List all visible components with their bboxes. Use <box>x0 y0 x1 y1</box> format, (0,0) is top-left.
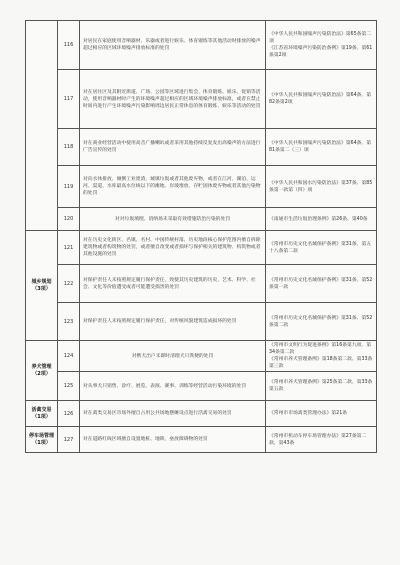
category-name: 停车场管理 <box>29 432 55 439</box>
table-row <box>26 401 377 427</box>
row-number: 118 <box>58 129 80 166</box>
row-number: 123 <box>58 303 80 341</box>
legal-basis: 《常州市市场禽类管理办法》第21条 <box>266 401 377 427</box>
legal-basis: 《常州市文明行为促进条例》第16条第九项、第34条第二款 《常州市养犬管理条例》第18条第二款、第33条第三款 <box>266 341 377 372</box>
table-row <box>26 372 377 401</box>
table-row <box>26 303 377 341</box>
category-name: 活禽交易 <box>31 406 52 413</box>
item-description: 对在居住区及其附近街道、广场、公园等区域进行集会、体育锻炼、娱乐、促销等活动，使用音响器材时产生的环境噪声超过相应的区域环境噪声排放标准，或者在禁止时间内进行产生环境噪声污染影响周边居民正常休息的体育锻炼、娱乐等活动的处罚 <box>80 70 266 129</box>
category-name: 养犬管理 <box>31 363 52 370</box>
table-row <box>26 129 377 166</box>
legal-basis: 《常州市养犬管理条例》第25条第二款、第33条第五款 <box>266 372 377 401</box>
item-description: 对在禽类交易区市场外擅自占用公共场地摆摊设点进行活禽交易的处罚 <box>80 401 266 427</box>
legal-basis: 《中华人民共和国噪声污染防治法》第64条、第82条第2项 <box>266 70 377 129</box>
row-number: 119 <box>58 166 80 208</box>
item-description: 对从事犬只销售、诊疗、展览、表演、赛事、训练等经营活动污染环境的处罚 <box>80 372 266 401</box>
category-count: （3项） <box>32 285 51 292</box>
row-number: 120 <box>58 208 80 231</box>
category-count: （1项） <box>32 439 51 446</box>
table-row <box>26 70 377 129</box>
legal-basis: 《中华人民共和国水污染防治法》第37条、第85条第一款第（四）项 <box>266 166 377 208</box>
row-number: 124 <box>58 341 80 372</box>
row-number: 127 <box>58 427 80 453</box>
legal-basis: 《中华人民共和国噪声污染防治法》第65条第二项 《江苏省环境噪声污染防治条例》第19条、第61条第2项 <box>266 21 377 70</box>
category-count: （2项） <box>32 370 51 377</box>
category-cell-urban-planning <box>26 231 58 341</box>
item-description: 对在道路红线区域擅自设置地桩、地锁、垒放障碍物的处罚 <box>80 427 266 453</box>
category-cell-parking <box>26 427 58 453</box>
row-number: 125 <box>58 372 80 401</box>
item-description: 对保护责任人未按照规定履行保护责任，对传统风貌建筑造成损坏的处罚 <box>80 303 266 341</box>
item-description: 对对垃圾填埋、消纳场未采取有效措施防治污染的处罚 <box>80 208 266 231</box>
legal-basis: 《中华人民共和国噪声污染防治法》第64条、第81条第二（三）项 <box>266 129 377 166</box>
table-row <box>26 166 377 208</box>
table-row <box>26 21 377 70</box>
table-row <box>26 427 377 453</box>
table-row <box>26 341 377 372</box>
category-cell-dog-management <box>26 341 58 401</box>
item-description: 对在商业经营活动中使用高音广播喇叭或者采用其他持续反复发出高噪声的方法进行广告宣传的处罚 <box>80 129 266 166</box>
row-number: 121 <box>58 231 80 265</box>
legal-basis: 《常州市历史文化名城保护条例》第31条、第52条第二款 <box>266 303 377 341</box>
category-name: 城乡规划 <box>31 278 52 285</box>
legal-basis: 《常州市历史文化名城保护条例》第31条、第五十八条第二款 <box>266 231 377 265</box>
item-description: 对在历史文化街区、名镇、名村、中国传统村落、历史地段核心保护范围内擅自拆除建筑物或者构筑物的处罚，或者擅自改变或者损坏与保护相关的建筑物、构筑物或者其他设施的处罚 <box>80 231 266 265</box>
item-description: 对居民在家庭使用音响器材、乐器或者进行娱乐、体育锻炼等其他活动时排放的噪声超过相应的区域环境噪声排放标准的处罚 <box>80 21 266 70</box>
category-count: （1项） <box>32 413 51 420</box>
category-cell-live-poultry <box>26 401 58 427</box>
legal-basis: 《常州市机动车停车场管理办法》第27条第二款、第43条 <box>266 427 377 453</box>
item-description: 对向水体排放、倾倒工业废渣、城镇垃圾或者其他废弃物，或者在江河、湖泊、运河、渠道、水库最高水位线以下的滩地、岸坡堆放、存贮固体废弃物或者其他污染物的处罚 <box>80 166 266 208</box>
row-number: 126 <box>58 401 80 427</box>
row-number: 122 <box>58 265 80 303</box>
item-description: 对保护责任人未按照规定履行保护责任，致使其历史建筑的历史、艺术、科学、社会、文化等价值遭受或者可能遭受损害的处罚 <box>80 265 266 303</box>
table-row <box>26 231 377 265</box>
legal-basis: 《常州市历史文化名城保护条例》第31条、第52条第一款 <box>266 265 377 303</box>
item-description: 对携犬出户未即时清理犬只粪便的处罚 <box>80 341 266 372</box>
penalty-items-table <box>25 20 377 453</box>
category-cell-environment <box>26 21 58 231</box>
legal-basis: 《南通市生活垃圾治理条例》第26条、第40条 <box>266 208 377 231</box>
row-number: 117 <box>58 70 80 129</box>
row-number: 116 <box>58 21 80 70</box>
table-row <box>26 208 377 231</box>
table-row <box>26 265 377 303</box>
